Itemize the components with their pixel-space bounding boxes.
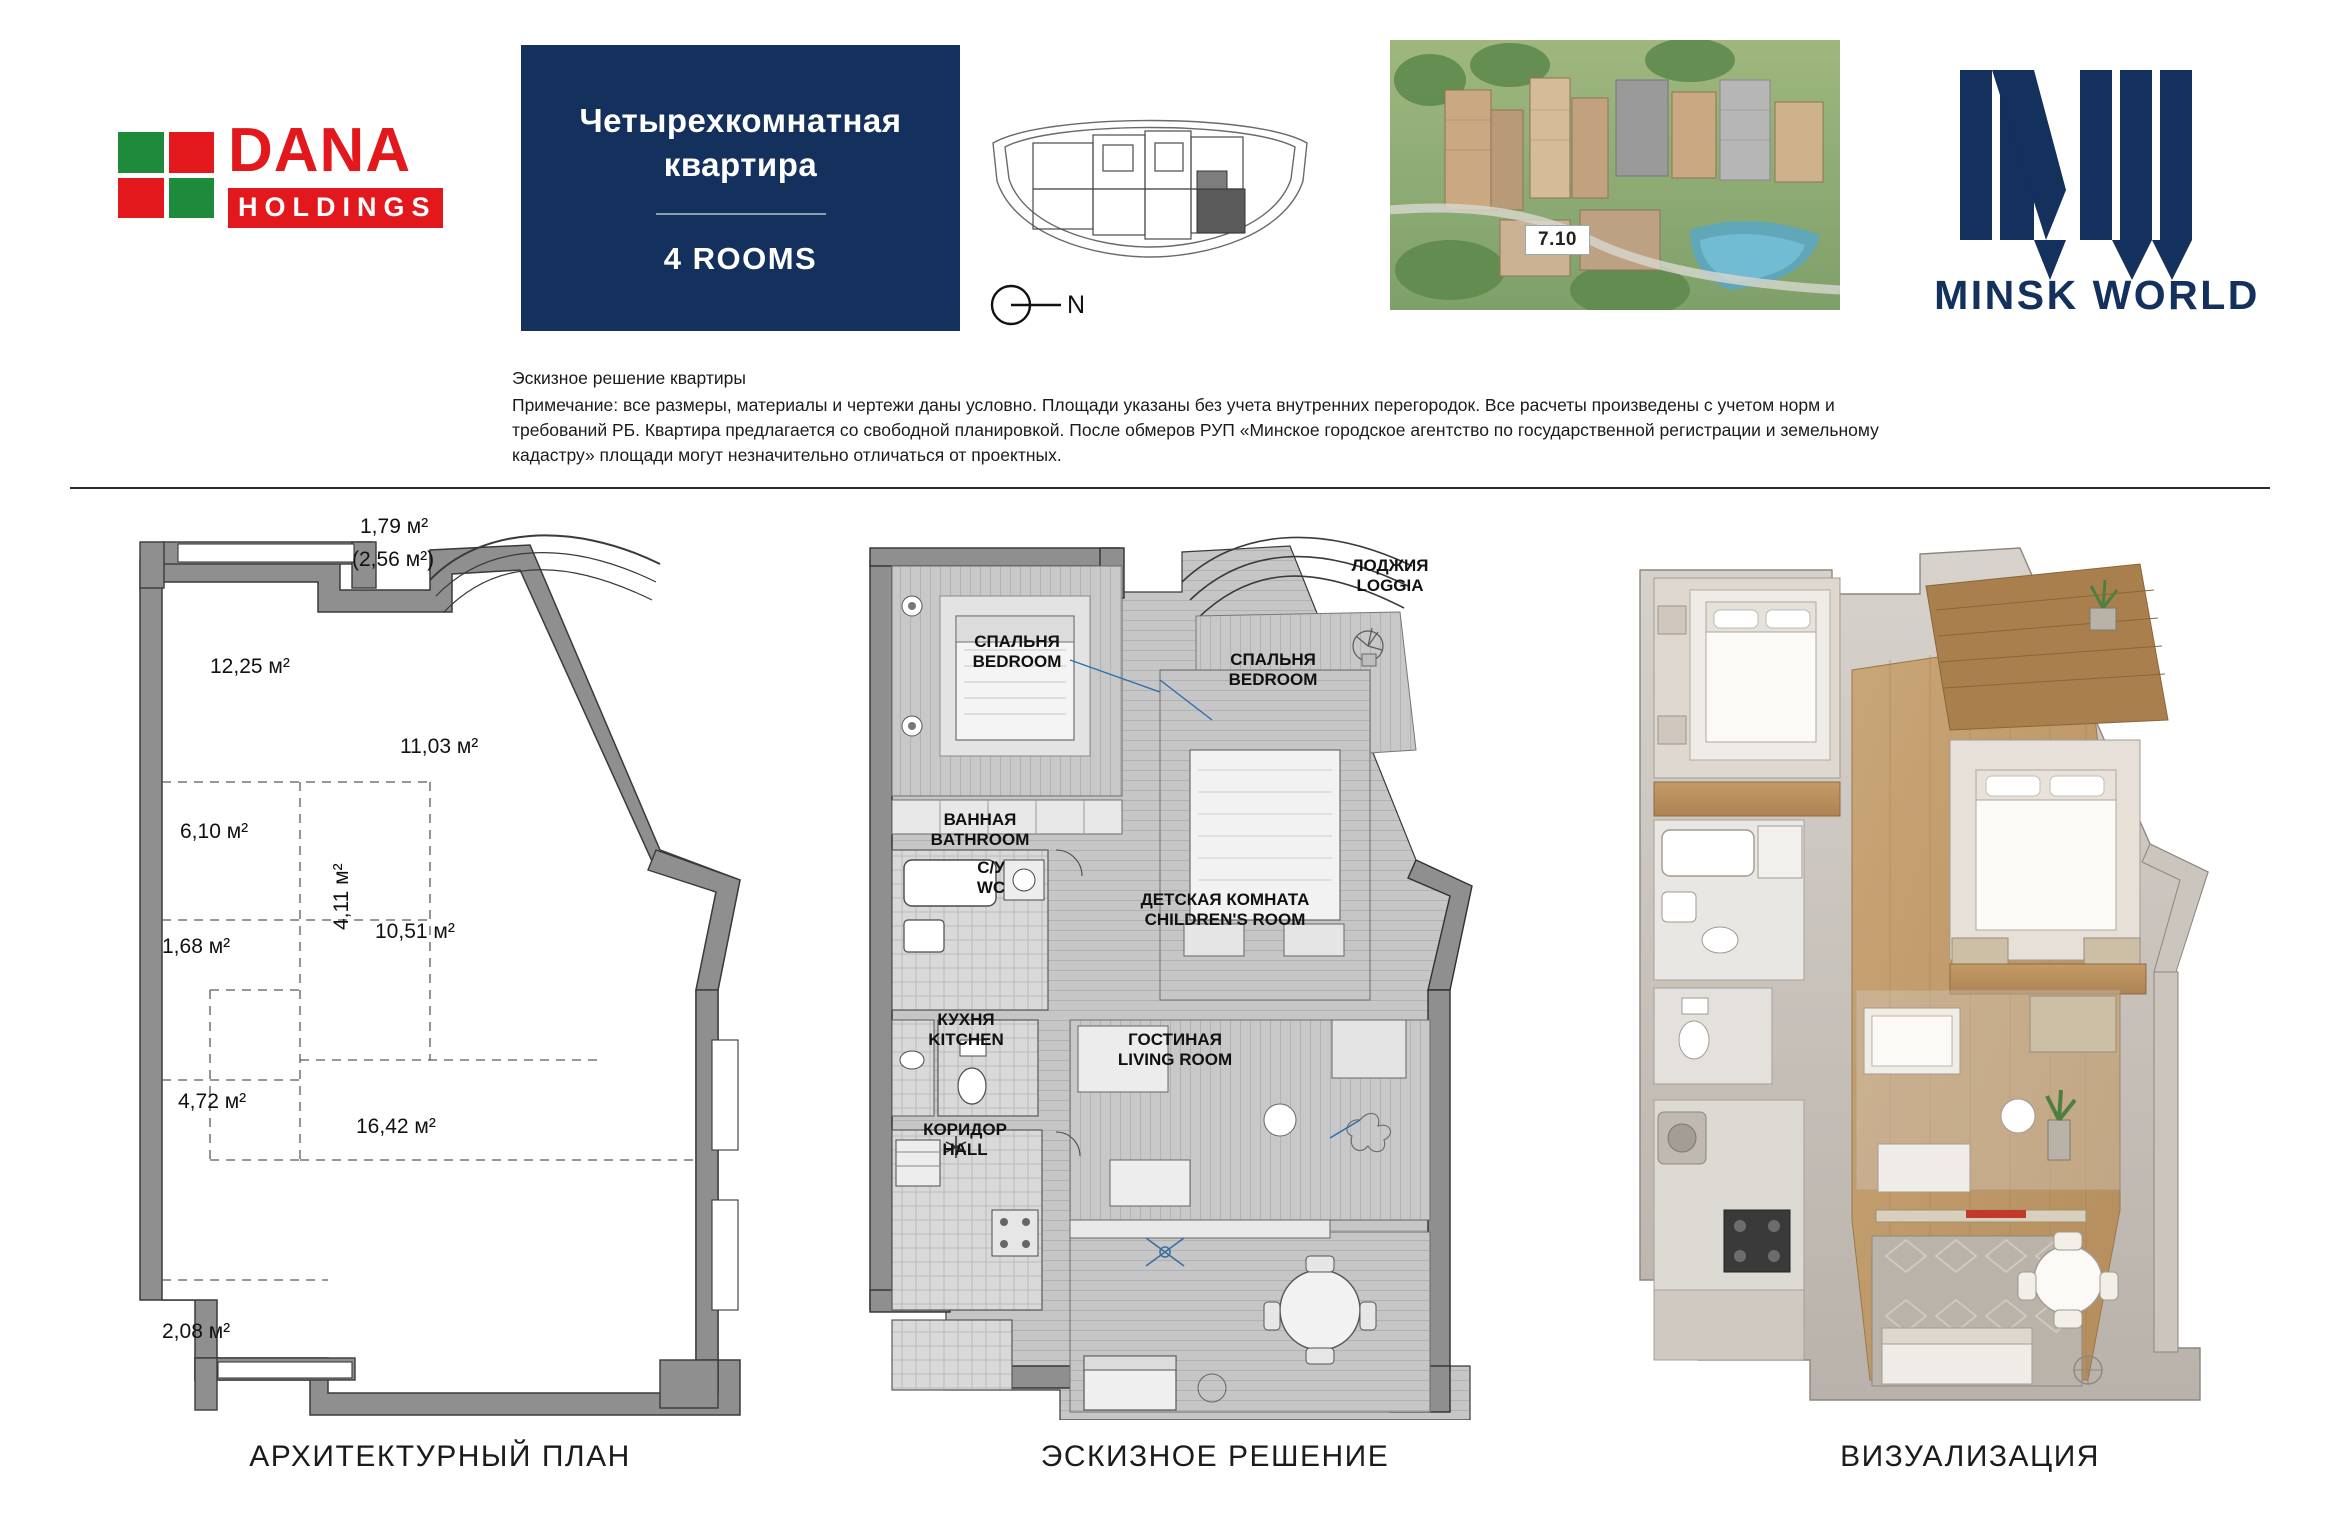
area-label-corridor: 4,11 м² <box>330 863 353 930</box>
sketch-plan-caption: ЭСКИЗНОЕ РЕШЕНИЕ <box>1040 1440 1390 1473</box>
room-label-kitchen-en: KITCHEN <box>928 1030 1004 1050</box>
svg-text:N: N <box>1067 291 1086 319</box>
area-label-loggia-main-gross: (2,56 м²) <box>352 548 435 571</box>
minsk-world-monogram <box>1930 40 2260 310</box>
room-label-kitchen <box>906 1010 1026 1051</box>
aerial-complex-photo <box>1390 40 1840 310</box>
disclaimer-title: Эскизное решение квартиры <box>512 368 746 388</box>
room-label-living <box>1100 1030 1250 1071</box>
room-label-hall <box>900 1120 1030 1161</box>
visualization-caption: ВИЗУАЛИЗАЦИЯ <box>1840 1440 2100 1473</box>
apartment-type-title-en: 4 ROOMS <box>663 240 818 276</box>
room-label-bedroom-right-ru: СПАЛЬНЯ <box>1230 650 1316 669</box>
disclaimer-note <box>512 366 1912 467</box>
architectural-plan-caption: АРХИТЕКТУРНЫЙ ПЛАН <box>249 1440 631 1473</box>
area-label-bedroom-1: 12,25 м² <box>210 655 290 678</box>
dana-logo-subtitle: HOLDINGS <box>228 188 443 228</box>
area-label-children-room: 10,51 м² <box>375 920 455 943</box>
furnished-sketch-plan <box>860 520 1580 1420</box>
apartment-type-card <box>521 45 960 331</box>
header <box>0 0 2338 465</box>
room-label-wc-ru: С/У <box>977 858 1005 877</box>
aerial-section-badge: 7.10 <box>1525 225 1590 255</box>
room-label-wc-en: WC <box>976 878 1006 898</box>
room-label-loggia-en: LOGGIA <box>1356 576 1424 596</box>
area-label-bedroom-2: 11,03 м² <box>400 735 479 758</box>
room-label-children-en: CHILDREN'S ROOM <box>1144 910 1306 930</box>
room-label-bedroom-top <box>952 632 1082 673</box>
dana-holdings-logo <box>118 116 488 230</box>
minsk-world-wordmark: MINSK WORLD <box>1934 272 2260 318</box>
room-label-loggia-ru: ЛОДЖИЯ <box>1351 556 1429 575</box>
area-label-hall: 6,10 м² <box>180 820 249 843</box>
title-divider <box>656 213 826 215</box>
room-label-bathroom-en: BATHROOM <box>930 830 1030 850</box>
area-label-wc: 1,68 м² <box>162 935 231 958</box>
room-label-bedroom-right-en: BEDROOM <box>1228 670 1318 690</box>
room-label-loggia <box>1330 556 1450 597</box>
room-label-bedroom-top-en: BEDROOM <box>972 652 1062 672</box>
room-label-bedroom-top-ru: СПАЛЬНЯ <box>974 632 1060 651</box>
compass-north-icon <box>985 275 1105 335</box>
area-label-loggia-main: 1,79 м² <box>360 515 429 538</box>
area-label-loggia-small: 2,08 м² <box>162 1320 231 1343</box>
apartment-type-title-ru-line1: Четырехкомнатная <box>579 102 902 140</box>
dana-logo-squares <box>118 132 214 218</box>
disclaimer-body: Примечание: все размеры, материалы и чертежи даны условно. Площади указаны без учета внутренних перегородок. Все расчеты произведены с учетом норм и требований РБ. Квартира предлагается со свободной планировкой. После обмеров РУП «Минское городское агентство по государственной регистрации и земельному кадастру» площади могут незначительно отличаться от проектных. <box>512 394 1879 465</box>
room-label-bathroom-ru: ВАННАЯ <box>943 810 1017 829</box>
room-label-living-ru: ГОСТИНАЯ <box>1128 1030 1222 1049</box>
room-label-bathroom <box>910 810 1050 851</box>
room-label-wc <box>956 858 1026 899</box>
room-label-kitchen-ru: КУХНЯ <box>937 1010 995 1029</box>
architectural-plan <box>100 515 800 1420</box>
header-divider <box>70 487 2270 489</box>
dana-logo-name: DANA <box>228 116 412 186</box>
room-label-hall-en: HALL <box>942 1140 988 1160</box>
room-label-hall-ru: КОРИДОР <box>923 1120 1007 1139</box>
room-label-bedroom-right <box>1208 650 1338 691</box>
visualization-render <box>1620 520 2270 1420</box>
room-label-living-en: LIVING ROOM <box>1117 1050 1233 1070</box>
room-label-children-ru: ДЕТСКАЯ КОМНАТА <box>1140 890 1310 909</box>
area-label-kitchen: 4,72 м² <box>178 1090 247 1113</box>
building-key-plan <box>985 85 1315 265</box>
room-label-children <box>1110 890 1340 931</box>
area-label-living-room: 16,42 м² <box>356 1115 436 1138</box>
apartment-type-title-ru-line2: квартира <box>663 146 818 183</box>
